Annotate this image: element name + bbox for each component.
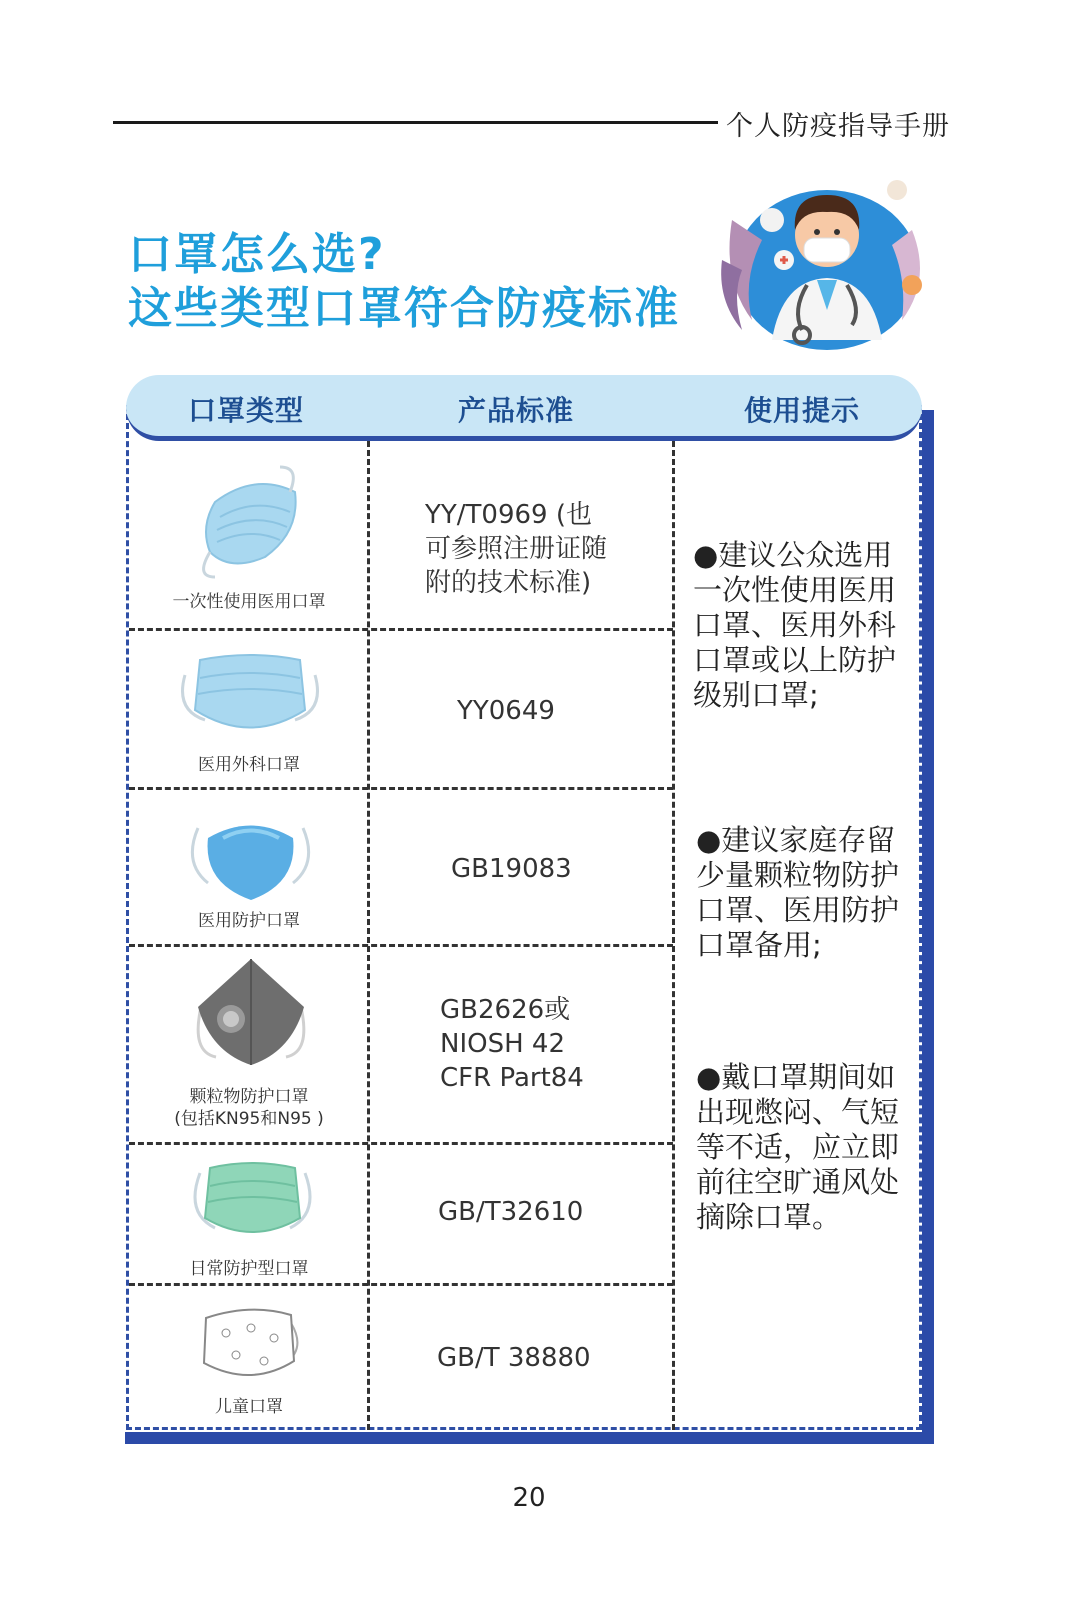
header-rule xyxy=(113,121,718,124)
mask-label: 医用外科口罩 xyxy=(198,755,300,775)
row-divider xyxy=(129,944,673,947)
standard-cell: GB/T 38880 xyxy=(437,1343,591,1373)
mask-label: 颗粒物防护口罩 xyxy=(189,1087,309,1107)
table-shadow-bottom xyxy=(125,1432,934,1444)
tip-family: ●建议家庭存留 少量颗粒物防护 口罩、医用防护 口罩备用; xyxy=(696,823,900,962)
row-divider xyxy=(129,1283,673,1286)
mask-label: 一次性使用医用口罩 xyxy=(172,592,326,612)
page-title xyxy=(128,228,680,336)
column-divider xyxy=(367,441,370,1430)
standard-cell: YY/T0969 (也 可参照注册证随 附的技术标准) xyxy=(425,500,608,598)
row-divider xyxy=(129,1142,673,1145)
child-mask-icon xyxy=(196,1303,306,1388)
mask-label: 日常防护型口罩 xyxy=(189,1259,309,1279)
standard-cell: GB2626或 NIOSH 42 CFR Part84 xyxy=(440,995,584,1093)
column-header-type: 口罩类型 xyxy=(187,394,304,427)
title-line-2: 这些类型口罩符合防疫标准 xyxy=(128,283,680,334)
standard-cell: GB19083 xyxy=(451,854,572,884)
tip-public: ●建议公众选用 一次性使用医用 口罩、医用外科 口罩或以上防护 级别口罩; xyxy=(693,538,897,712)
table-header xyxy=(126,375,922,441)
title-line-1: 口罩怎么选? xyxy=(128,229,386,280)
table-shadow-right xyxy=(922,410,934,1442)
tip-discomfort: ●戴口罩期间如 出现憋闷、气短 等不适，应立即 前往空旷通风处 摘除口罩。 xyxy=(696,1060,900,1234)
row-divider xyxy=(129,787,673,790)
daily-mask-icon xyxy=(190,1158,315,1248)
standard-cell: YY0649 xyxy=(457,696,555,726)
doctor-illustration xyxy=(712,160,932,355)
mask-sublabel: (包括KN95和N95 ) xyxy=(174,1109,324,1129)
disposable-mask-icon xyxy=(195,462,305,582)
header-title: 个人防疫指导手册 xyxy=(726,111,950,142)
column-header-standard: 产品标准 xyxy=(457,394,574,427)
row-divider xyxy=(129,628,673,631)
page-number: 20 xyxy=(512,1483,546,1513)
protective-mask-icon xyxy=(183,808,318,908)
respirator-mask-icon xyxy=(186,957,316,1072)
column-header-tips: 使用提示 xyxy=(743,394,860,427)
mask-label: 儿童口罩 xyxy=(215,1397,283,1417)
mask-label: 医用防护口罩 xyxy=(198,911,300,931)
standard-cell: GB/T32610 xyxy=(438,1197,584,1227)
surgical-mask-icon xyxy=(180,650,320,745)
column-divider xyxy=(672,441,675,1430)
